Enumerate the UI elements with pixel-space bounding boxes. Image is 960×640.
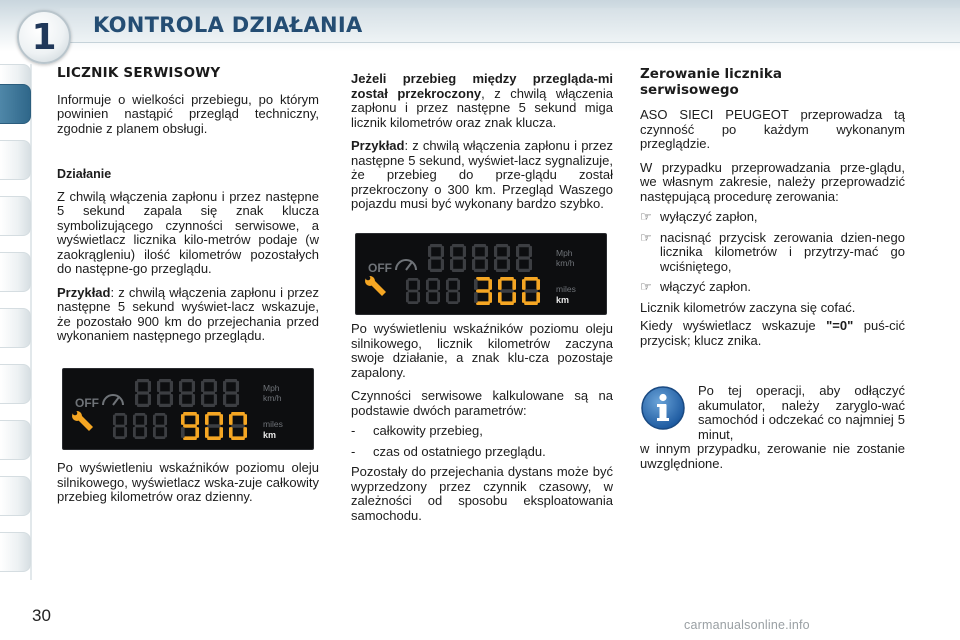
list-item: ☞ włączyć zapłon. [640,279,752,294]
unit-kmh: km/h [263,393,282,403]
example-paragraph [57,286,319,344]
lower-digit-dim [113,413,127,439]
list-item: ☞ wyłączyć zapłon, [640,209,758,224]
column-1 [57,66,319,353]
unit-kmh: km/h [556,258,575,268]
subheading: Działanie [57,167,112,181]
reset-paragraph-4: Kiedy wyświetlacz wskazuje "=0" puś-cić przycisk; klucz znika. [640,318,905,348]
reset-paragraph-1: ASO SIECI PEUGEOT przeprowadza tą czynność po każdym wykonanym przeglądzie. [640,107,905,151]
example-text: : z chwilą włączenia zapłonu i przez następne 5 sekund wyświet-lacz wskazuje, że pozostało 900 km do przejechania przed wykonaniem następnego przeglądu. [57,284,319,343]
chapter-tab[interactable] [0,476,31,516]
chapter-tab[interactable] [0,140,31,180]
watermark: carmanualsonline.info [684,618,810,632]
lower-digit-dim [446,278,460,304]
list-item: ☞ nacisnąć przycisk zerowania dzien-nego licznika kilometrów i przytrzy-mać go wciśniętego, [640,229,905,274]
chapter-tab[interactable] [0,420,31,460]
column-1-caption [57,461,319,514]
unit-mph: Mph [556,248,573,258]
info-note [640,384,905,471]
chapter-tab-active[interactable] [0,84,31,124]
info-text-indented: Po tej operacji, aby odłączyć akumulator, należy zaryglo-wać samochód i odczekać co najmniej 5 minut, [698,383,905,442]
mileage-digit [229,412,247,440]
display-caption: Po wyświetleniu wskaźników poziomu oleju silnikowego, wyświetlacz wska-zuje całkowity przebieg kilometrów oraz dzienny. [57,460,319,504]
upper-digit [179,379,195,407]
params-intro: Czynności serwisowe kalkulowane są na podstawie dwóch parametrów: [351,388,613,418]
column-2-lower [351,322,613,532]
upper-digit [157,379,173,407]
example-label: Przykład [57,284,111,300]
unit-miles: miles [263,419,283,429]
upper-digit [135,379,151,407]
oil-gauge-icon [103,395,123,405]
mileage-digit [498,277,516,305]
chapter-badge: 1 [17,10,71,64]
upper-digit [472,244,488,272]
unit-km: km [263,430,277,440]
reset-paragraph-2: W przypadku przeprowadzania prze-glądu, we własnym zakresie, należy przeprowadzić następującą procedurę zerowania: [640,159,905,204]
display-caption: Po wyświetleniu wskaźników poziomu oleju silnikowego, licznik kilometrów zaczyna swoje działanie, a znak klu-cza pozostaje zapalony. [351,321,613,380]
section-heading: LICZNIK SERWISOWY [57,65,221,81]
unit-mph: Mph [263,383,280,393]
closing-paragraph: Pozostały do przejechania dystans może być wyprzedzony przez czynnik czasowy, w zależności od sposobu eksploatowania samochodu. [351,464,613,523]
chapter-tab[interactable] [0,364,31,404]
dashboard-display-900 [62,368,314,450]
page-title: KONTROLA DZIAŁANIA [93,13,363,37]
intro-paragraph: Informuje o wielkości przebiegu, po którym powinien nastąpić przegląd techniczny, zgodnie z planem obsługi. [57,91,319,136]
upper-digit [223,379,239,407]
unit-miles: miles [556,284,576,294]
mileage-digit [181,412,199,440]
lower-digit-dim [133,413,147,439]
upper-digit [201,379,217,407]
lower-digit-dim [153,413,167,439]
off-label: OFF [368,261,392,275]
lower-digit-dim [426,278,440,304]
operation-paragraph: Z chwilą włączenia zapłonu i przez następne 5 sekund zapala się znak klucza symbolizującego czynności serwisowe, a wyświetlacz licznika kilo-metrów podaje (w zaokrągleniu) ilość kilometrów pozostałych do następne-go przeglądu. [57,188,319,276]
column-3 [640,66,905,357]
overdue-lead: Jeżeli przebieg między przegląda-mi został przekroczony [351,71,613,101]
list-item: - czas od ostatniego przeglądu. [351,443,546,459]
lower-digit-dim [406,278,420,304]
column-2 [351,72,613,221]
overdue-text: , z chwilą włączenia zapłonu i przez następne 5 sekund miga licznik kilometrów oraz znak klucza. [351,85,613,130]
info-text-rest: w innym przypadku, zerowanie nie zostanie uwzględnione. [640,441,905,471]
example-label: Przykład [351,138,405,153]
upper-digit [428,244,444,272]
upper-digit [516,244,532,272]
unit-km: km [556,295,570,305]
mileage-digit [474,277,492,305]
chapter-tab[interactable] [0,252,31,292]
off-label: OFF [75,396,99,410]
example-text: : z chwilą włączenia zapłonu i przez następne 5 sekund, wyświet-lacz sygnalizuje, że przebieg do prze-glądu został przekroczony o 300 km. Przegląd Waszego pojazdu musi być wykonany bardzo szybko. [351,138,613,211]
upper-digit [494,244,510,272]
chapter-tab[interactable] [0,196,31,236]
wrench-icon [365,276,386,296]
reset-paragraph-3: Licznik kilometrów zaczyna się cofać. [640,299,856,315]
section-heading: Zerowanie licznika serwisowego [640,66,782,98]
list-item: - całkowity przebieg, [351,423,483,438]
oil-gauge-icon [396,260,416,270]
wrench-icon [72,411,93,431]
chapter-tab[interactable] [0,308,31,348]
mileage-digit [522,277,540,305]
chapter-tabs [0,64,34,580]
example-paragraph [351,139,613,212]
dashboard-display-300 [355,233,607,315]
page-header [0,0,960,58]
overdue-paragraph [351,72,613,130]
mileage-digit [205,412,223,440]
upper-digit [450,244,466,272]
page-number: 30 [32,606,51,625]
chapter-tab[interactable] [0,532,31,572]
